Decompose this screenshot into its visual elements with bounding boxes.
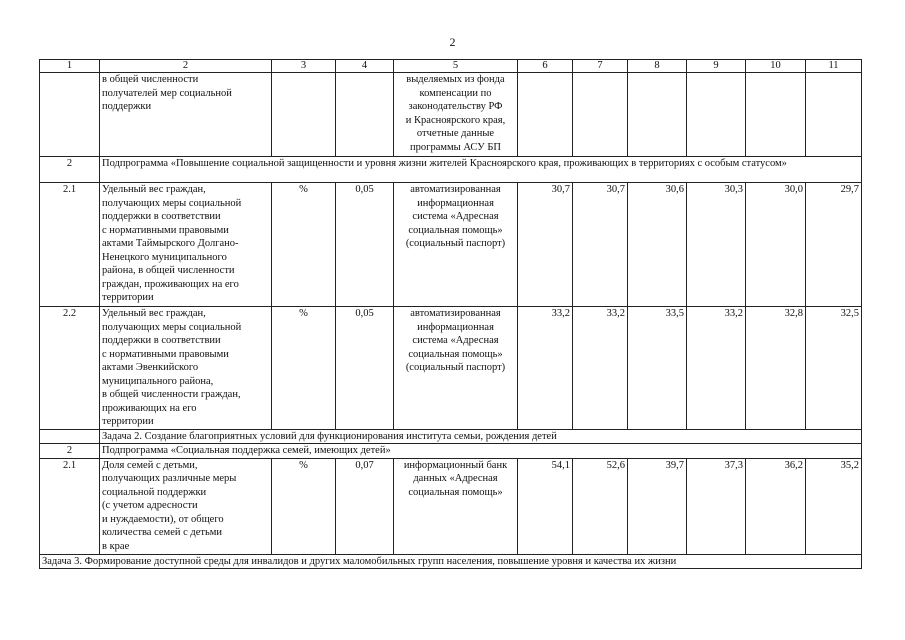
- subprogram-title: Подпрограмма «Социальная поддержка семей, имеющих детей»: [100, 444, 862, 459]
- subprogram-row: [40, 444, 862, 459]
- value-cell: 37,3: [687, 458, 746, 554]
- continuation-row: [40, 73, 862, 157]
- column-header: 9: [687, 60, 746, 73]
- row-number: 2.2: [40, 307, 100, 430]
- data-source: автоматизированная информационная система «Адресная социальная помощь» (социальный паспорт): [394, 183, 518, 307]
- value-cell: 35,2: [806, 458, 862, 554]
- indicator-row: [40, 183, 862, 307]
- column-number-row: [40, 60, 862, 73]
- column-header: 2: [100, 60, 272, 73]
- value-cell: 30,3: [687, 183, 746, 307]
- value-cell: 29,7: [806, 183, 862, 307]
- column-header: 6: [518, 60, 573, 73]
- column-header: 3: [272, 60, 336, 73]
- task-title: Задача 2. Создание благоприятных условий для функционирования института семьи, рождения детей: [100, 429, 862, 444]
- row-number: 2.1: [40, 183, 100, 307]
- value-cell: 30,0: [746, 183, 806, 307]
- value-cell: 30,7: [573, 183, 628, 307]
- value-cell: 30,7: [518, 183, 573, 307]
- indicator-row: [40, 458, 862, 554]
- weight: 0,05: [336, 183, 394, 307]
- value-cell: 36,2: [746, 458, 806, 554]
- indicator-name: Доля семей с детьми, получающих различные меры социальной поддержки (с учетом адресности и нуждаемости), от общего количества семей с детьми в крае: [100, 458, 272, 554]
- weight: 0,07: [336, 458, 394, 554]
- indicators-table: [39, 59, 862, 569]
- value-cell: 54,1: [518, 458, 573, 554]
- value-cell: 33,2: [687, 307, 746, 430]
- column-header: 8: [628, 60, 687, 73]
- subprogram-row: [40, 157, 862, 183]
- indicator-name: Удельный вес граждан, получающих меры социальной поддержки в соответствии с нормативными правовыми актами Эвенкийского муниципального района, в общей численности граждан, проживающих на его территории: [100, 307, 272, 430]
- unit: %: [272, 307, 336, 430]
- value-cell: 33,5: [628, 307, 687, 430]
- column-header: 7: [573, 60, 628, 73]
- column-header: 11: [806, 60, 862, 73]
- subprogram-title: Подпрограмма «Повышение социальной защищенности и уровня жизни жителей Красноярского края, проживающих в территориях с особым статусом»: [100, 157, 862, 183]
- page-number: 2: [449, 35, 456, 49]
- value-cell: 32,8: [746, 307, 806, 430]
- value-cell: 30,6: [628, 183, 687, 307]
- indicator-name: Удельный вес граждан, получающих меры социальной поддержки в соответствии с нормативными правовыми актами Таймырского Долгано- Ненецкого муниципального района, в общей численности граждан, проживающих на его территории: [100, 183, 272, 307]
- data-source: выделяемых из фонда компенсации по законодательству РФ и Красноярского края, отчетные данные программы АСУ БП: [394, 73, 518, 157]
- unit: %: [272, 458, 336, 554]
- value-cell: 39,7: [628, 458, 687, 554]
- subprogram-number: 2: [40, 157, 100, 183]
- value-cell: 52,6: [573, 458, 628, 554]
- weight: 0,05: [336, 307, 394, 430]
- column-header: 5: [394, 60, 518, 73]
- value-cell: 33,2: [518, 307, 573, 430]
- subprogram-number: 2: [40, 444, 100, 459]
- task-row: [40, 554, 862, 569]
- indicator-row: [40, 307, 862, 430]
- row-number: 2.1: [40, 458, 100, 554]
- value-cell: 32,5: [806, 307, 862, 430]
- task-title: Задача 3. Формирование доступной среды для инвалидов и других маломобильных групп населения, повышение уровня и качества их жизни: [40, 554, 862, 569]
- indicator-name: в общей численности получателей мер социальной поддержки: [100, 73, 272, 157]
- column-header: 1: [40, 60, 100, 73]
- data-source: автоматизированная информационная система «Адресная социальная помощь» (социальный паспорт): [394, 307, 518, 430]
- column-header: 4: [336, 60, 394, 73]
- column-header: 10: [746, 60, 806, 73]
- data-source: информационный банк данных «Адресная социальная помощь»: [394, 458, 518, 554]
- unit: %: [272, 183, 336, 307]
- value-cell: 33,2: [573, 307, 628, 430]
- task-row: [40, 429, 862, 444]
